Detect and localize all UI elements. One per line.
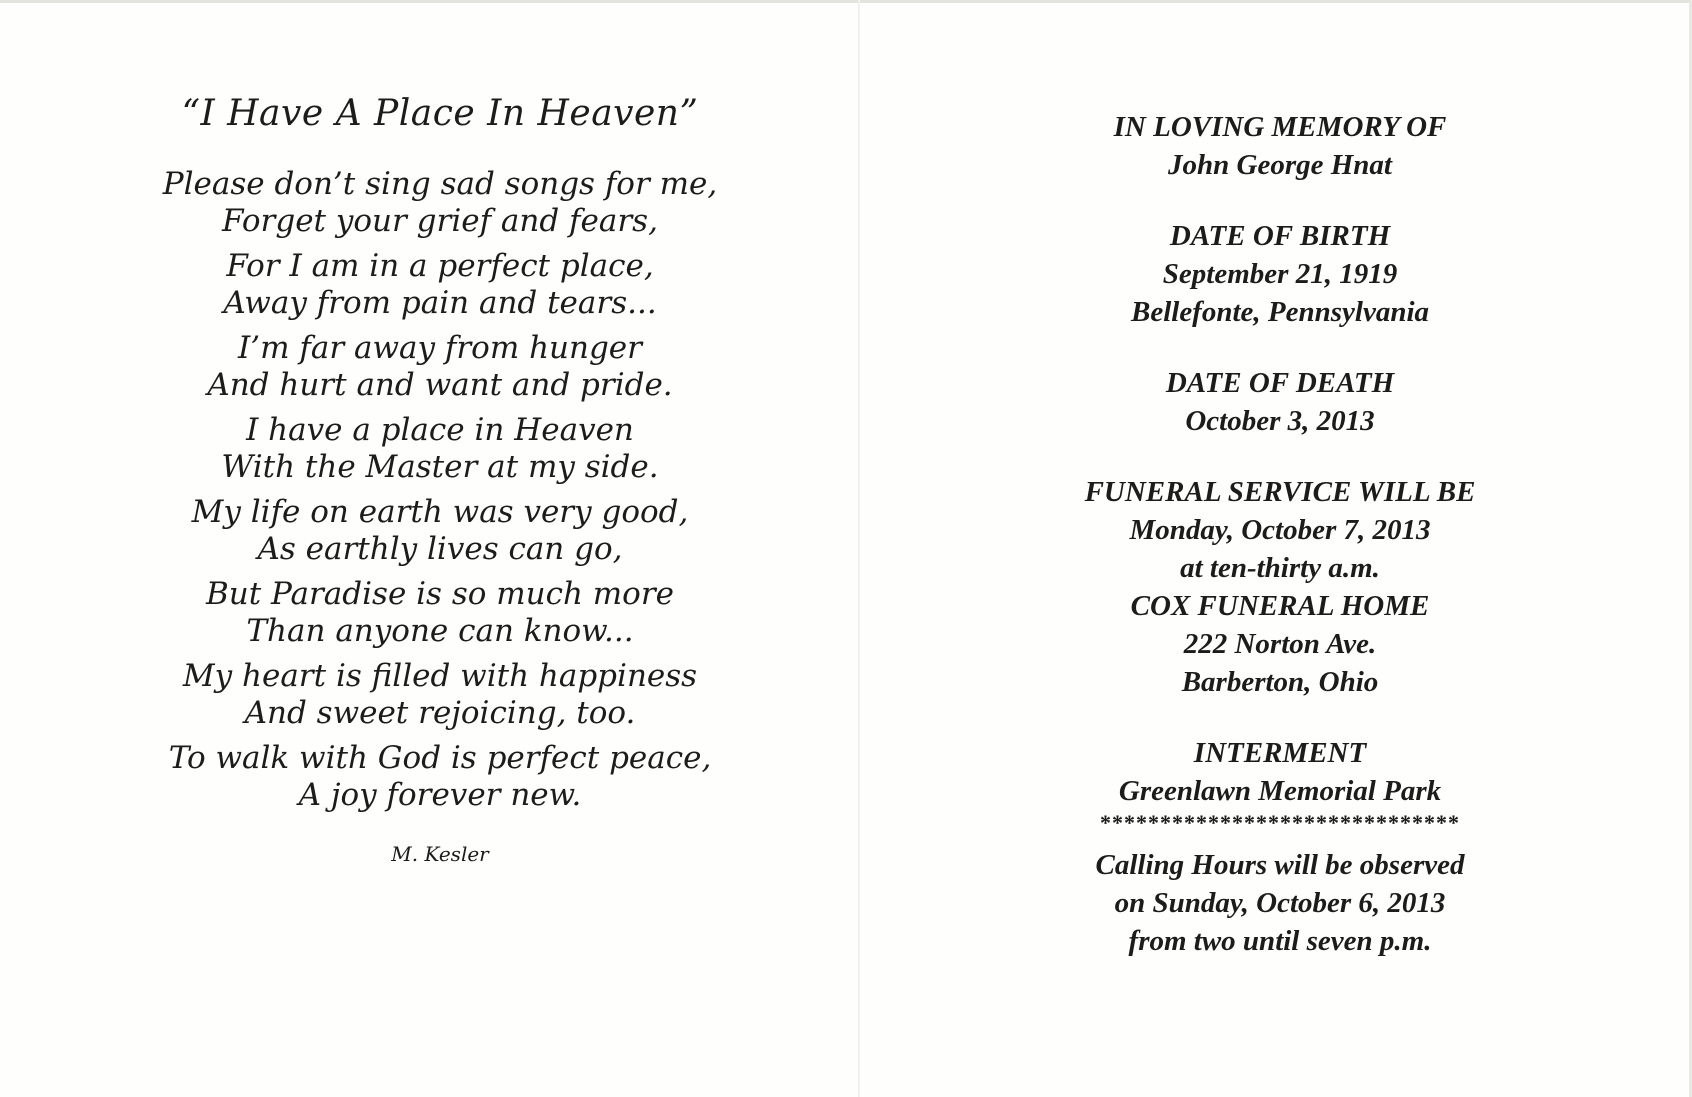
birth-place: Bellefonte, Pennsylvania xyxy=(1130,296,1430,328)
funeral-home-city: Barberton, Ohio xyxy=(1181,666,1379,698)
poem-title: “I Have A Place In Heaven” xyxy=(181,93,699,134)
funeral-home-address: 222 Norton Ave. xyxy=(1183,628,1377,660)
interment-place: Greenlawn Memorial Park xyxy=(1118,775,1442,807)
poem-line: I have a place in Heaven xyxy=(246,412,634,448)
poem-stanza xyxy=(80,740,800,814)
poem-stanza xyxy=(80,658,800,732)
poem-stanza xyxy=(80,166,800,240)
calling-hours-line-1: Calling Hours will be observed xyxy=(1095,849,1465,881)
card-fold xyxy=(858,0,860,1097)
poem-line: But Paradise is so much more xyxy=(205,576,675,612)
birth-date: September 21, 1919 xyxy=(1162,258,1398,290)
memorial-heading: IN LOVING MEMORY OF xyxy=(1113,111,1447,143)
poem-line: And hurt and want and pride. xyxy=(207,367,673,403)
poem-line: And sweet rejoicing, too. xyxy=(244,695,636,731)
poem-line: As earthly lives can go, xyxy=(257,531,623,567)
poem-line: A joy forever new. xyxy=(298,777,582,813)
service-time: at ten-thirty a.m. xyxy=(1180,552,1380,584)
poem-stanza xyxy=(80,494,800,568)
separator-stars: ****************************** xyxy=(1100,810,1460,835)
poem-stanza xyxy=(80,330,800,404)
service-label: FUNERAL SERVICE WILL BE xyxy=(1084,476,1476,508)
scan-edge-top xyxy=(0,0,1692,3)
memorial-info-panel xyxy=(960,108,1600,960)
death-date: October 3, 2013 xyxy=(1185,405,1375,437)
poem-line: My life on earth was very good, xyxy=(191,494,689,530)
interment-label: INTERMENT xyxy=(1193,737,1367,769)
calling-hours-line-3: from two until seven p.m. xyxy=(1128,925,1432,957)
calling-hours-line-2: on Sunday, October 6, 2013 xyxy=(1114,887,1446,919)
poem-line: For I am in a perfect place, xyxy=(226,248,654,284)
poem-line: My heart is filled with happiness xyxy=(182,658,698,694)
death-label: DATE OF DEATH xyxy=(1165,367,1395,399)
deceased-name: John George Hnat xyxy=(1168,149,1392,181)
poem-line: To walk with God is perfect peace, xyxy=(168,740,712,776)
poem-line: Please don’t sing sad songs for me, xyxy=(162,166,718,202)
poem-author: M. Kesler xyxy=(391,842,489,866)
poem-stanza xyxy=(80,576,800,650)
poem-line: With the Master at my side. xyxy=(221,449,659,485)
poem-stanza xyxy=(80,412,800,486)
funeral-home: COX FUNERAL HOME xyxy=(1130,590,1430,622)
poem-line: Than anyone can know... xyxy=(246,613,634,649)
poem-stanza xyxy=(80,248,800,322)
poem-panel xyxy=(80,88,800,1068)
poem-line: Away from pain and tears... xyxy=(223,285,657,321)
poem-line: Forget your grief and fears, xyxy=(222,203,658,239)
poem-line: I’m far away from hunger xyxy=(238,330,642,366)
service-date: Monday, October 7, 2013 xyxy=(1129,514,1431,546)
birth-label: DATE OF BIRTH xyxy=(1169,220,1391,252)
